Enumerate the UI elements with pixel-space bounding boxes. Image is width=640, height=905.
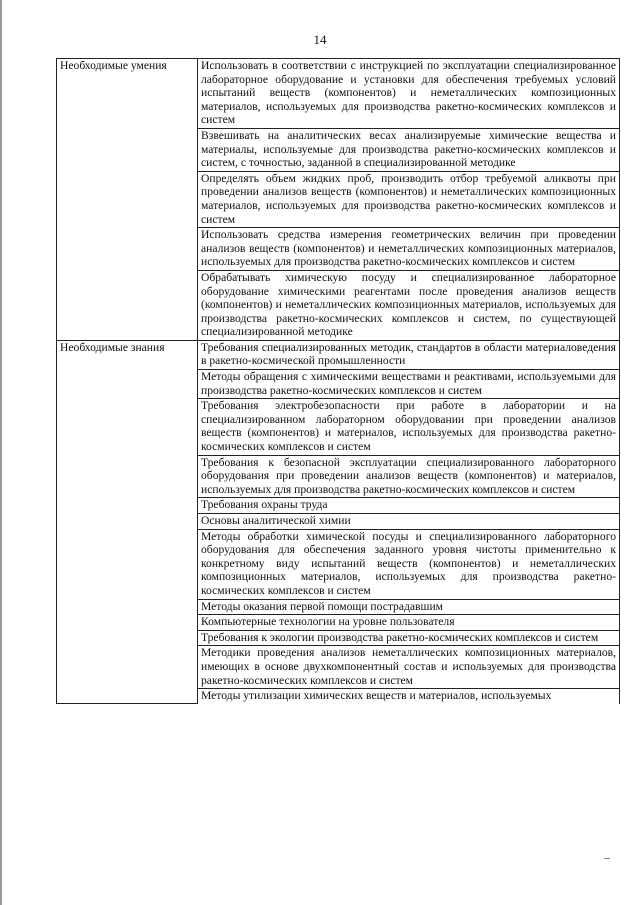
table-cell: Требования специализированных методик, стандартов в области материаловедения в ракетно-космической промышленности xyxy=(198,340,620,369)
table-cell: Требования электробезопасности при работе в лаборатории и на специализированном лабораторном оборудовании при проведении анализов веществ (компонентов) и материалов, используемых для производства ракетно-космических комплексов и систем xyxy=(198,399,620,455)
table-cell: Методы утилизации химических веществ и материалов, используемых xyxy=(198,689,620,704)
section-label-knowledge: Необходимые знания xyxy=(57,340,198,703)
requirements-table xyxy=(56,58,620,704)
table-cell: Методы обращения с химическими веществами и реактивами, используемыми для производства ракетно-космических комплексов и систем xyxy=(198,370,620,399)
table-row xyxy=(57,340,620,369)
table-cell: Требования к экологии производства ракетно-космических комплексов и систем xyxy=(198,630,620,646)
table-cell: Компьютерные технологии на уровне пользователя xyxy=(198,615,620,631)
scan-edge xyxy=(0,0,2,905)
table-cell: Использовать в соответствии с инструкцией по эксплуатации специализированное лабораторное оборудование и установки для обеспечения требуемых условий испытаний веществ (компонентов) и неметаллических композиционных материалов, используемых для производства ракетно-космических комплексов и систем xyxy=(198,59,620,129)
section-label-skills: Необходимые умения xyxy=(57,59,198,341)
table-cell: Определять объем жидких проб, производить отбор требуемой аликвоты при проведении анализов веществ (компонентов) и неметаллических композиционных материалов, используемых для производства ракетно-космических комплексов и систем xyxy=(198,171,620,227)
table-cell: Методики проведения анализов неметаллических композиционных материалов, имеющих в основе двухкомпонентный состав и используемых для производства ракетно-космических комплексов и систем xyxy=(198,646,620,689)
table-cell: Обрабатывать химическую посуду и специализированное лабораторное оборудование химическими реагентами после проведения анализов веществ (компонентов) и неметаллических композиционных материалов, используемых для производства ракетно-космических комплексов и систем, по существующей специализированной методике xyxy=(198,270,620,340)
table-cell: Требования охраны труда xyxy=(198,498,620,514)
scan-speck xyxy=(604,858,610,859)
table-row xyxy=(57,59,620,129)
table-cell: Взвешивать на аналитических весах анализируемые химические вещества и материалы, используемые для производства ракетно-космических комплексов и систем, с точностью, заданной в специализированной методике xyxy=(198,128,620,171)
table-cell: Методы обработки химической посуды и специализированного лабораторного оборудования для обеспечения заданного уровня чистоты применительно к конкретному виду испытаний веществ (компонентов) и неметаллических композиционных материалов, используемых для производства ракетно-космических комплексов и систем xyxy=(198,529,620,599)
table-cell: Требования к безопасной эксплуатации специализированного лабораторного оборудования при проведении анализов веществ (компонентов) и материалов, используемых для производства ракетно-космических комплексов и систем xyxy=(198,455,620,498)
table-cell: Методы оказания первой помощи пострадавшим xyxy=(198,599,620,615)
table-cell: Основы аналитической химии xyxy=(198,514,620,530)
table-cell: Использовать средства измерения геометрических величин при проведении анализов веществ (компонентов) и неметаллических композиционных материалов, используемых для производства ракетно-космических комплексов и систем xyxy=(198,228,620,271)
page-number: 14 xyxy=(313,32,327,47)
